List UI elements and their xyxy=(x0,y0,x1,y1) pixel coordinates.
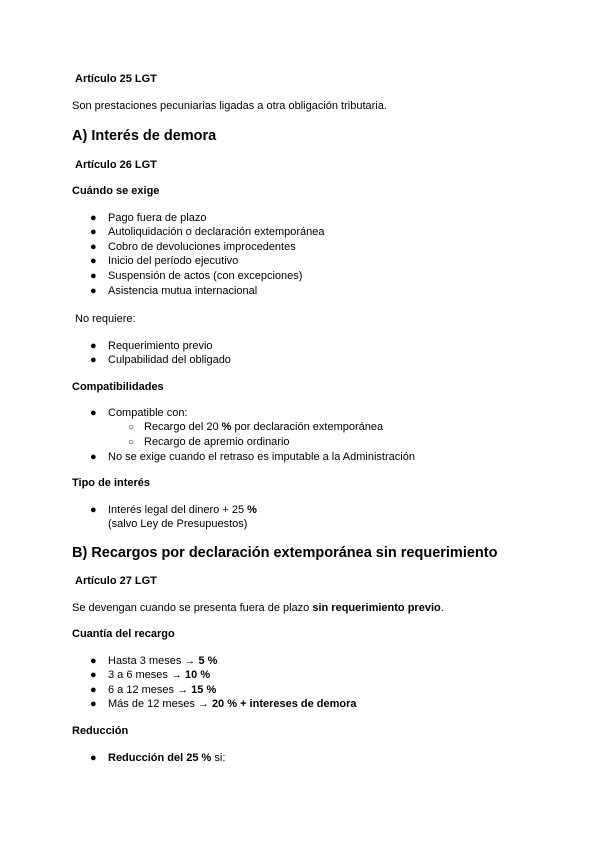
list-item: ● Hasta 3 meses → 5 % xyxy=(90,655,218,667)
bullet-icon: ● xyxy=(90,504,97,516)
no-requiere-label: No requiere: xyxy=(75,313,136,325)
cuando-heading: Cuándo se exige xyxy=(72,185,160,197)
tipo-heading: Tipo de interés xyxy=(72,477,151,489)
list-item: ● Autoliquidación o declaración extemporánea xyxy=(90,226,325,238)
list-item-continuation: (salvo Ley de Presupuestos) xyxy=(108,518,248,530)
section-b-intro: Se devengan cuando se presenta fuera de plazo sin requerimiento previo. xyxy=(72,602,444,614)
sub-list-item: ○ Recargo de apremio ordinario xyxy=(128,436,290,448)
article-26-title: Artículo 26 LGT xyxy=(75,159,157,171)
list-item: ● Pago fuera de plazo xyxy=(90,212,207,224)
article-25-title: Artículo 25 LGT xyxy=(75,73,157,85)
bullet-icon: ● xyxy=(90,354,97,366)
bullet-icon: ● xyxy=(90,752,97,764)
list-item: ● Suspensión de actos (con excepciones) xyxy=(90,270,303,282)
bullet-icon: ● xyxy=(90,407,97,419)
section-a-heading: A) Interés de demora xyxy=(72,128,217,144)
bullet-icon: ● xyxy=(90,684,97,696)
bullet-icon: ● xyxy=(90,226,97,238)
compat-heading: Compatibilidades xyxy=(72,381,164,393)
article-25-text: Son prestaciones pecuniarias ligadas a otra obligación tributaria. xyxy=(72,100,387,112)
list-item: ● 3 a 6 meses → 10 % xyxy=(90,669,211,681)
article-27-title: Artículo 27 LGT xyxy=(75,575,157,587)
bullet-icon: ● xyxy=(90,270,97,282)
list-item: ● Compatible con: xyxy=(90,407,188,419)
circle-bullet-icon: ○ xyxy=(128,437,135,448)
list-item: ● Cobro de devoluciones improcedentes xyxy=(90,241,296,253)
bullet-icon: ● xyxy=(90,340,97,352)
list-item: ● Culpabilidad del obligado xyxy=(90,354,231,366)
list-item: ● Más de 12 meses → 20 % + intereses de demora xyxy=(90,698,357,710)
list-item: ● Inicio del período ejecutivo xyxy=(90,255,239,267)
bullet-icon: ● xyxy=(90,698,97,710)
cuantia-heading: Cuantía del recargo xyxy=(72,628,175,640)
sub-list-item: ○ Recargo del 20 % por declaración extemporánea xyxy=(128,421,384,433)
bullet-icon: ● xyxy=(90,212,97,224)
bullet-icon: ● xyxy=(90,451,97,463)
section-b-heading: B) Recargos por declaración extemporánea sin requerimiento xyxy=(72,545,498,561)
list-item: ● Reducción del 25 % si: xyxy=(90,752,226,764)
list-item: ● No se exige cuando el retraso es imputable a la Administración xyxy=(90,451,415,463)
list-item: ● 6 a 12 meses → 15 % xyxy=(90,684,217,696)
bullet-icon: ● xyxy=(90,669,97,681)
bullet-icon: ● xyxy=(90,285,97,297)
list-item: ● Interés legal del dinero + 25 % xyxy=(90,504,257,516)
bullet-icon: ● xyxy=(90,655,97,667)
circle-bullet-icon: ○ xyxy=(128,422,135,433)
bullet-icon: ● xyxy=(90,255,97,267)
list-item: ● Asistencia mutua internacional xyxy=(90,285,258,297)
reduccion-heading: Reducción xyxy=(72,725,129,737)
bullet-icon: ● xyxy=(90,241,97,253)
list-item: ● Requerimiento previo xyxy=(90,340,213,352)
